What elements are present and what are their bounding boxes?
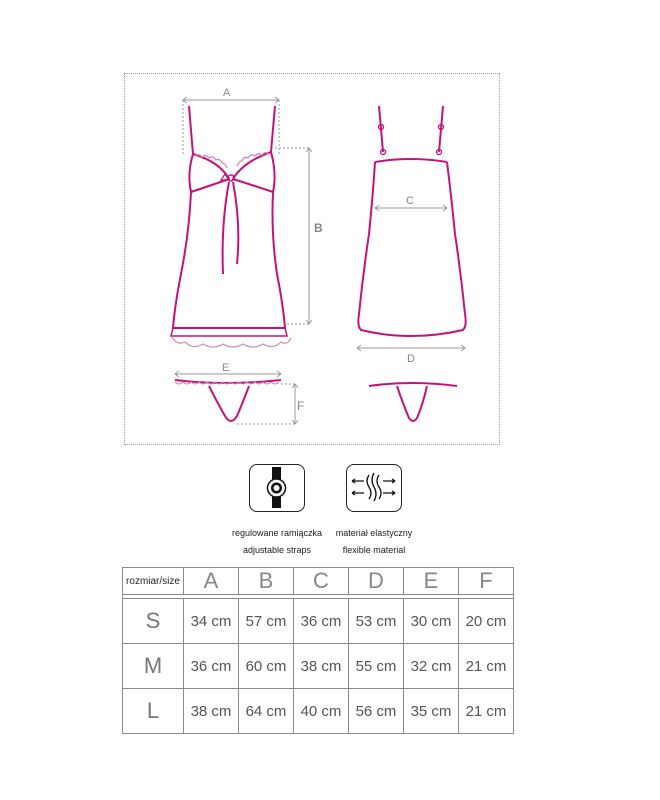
size-label: S	[123, 599, 184, 644]
table-cell: 40 cm	[294, 689, 349, 734]
column-header: B	[239, 568, 294, 595]
size-label: M	[123, 644, 184, 689]
label-d: D	[407, 353, 415, 365]
label-f: F	[297, 399, 305, 413]
table-cell: 53 cm	[349, 599, 404, 644]
table-cell: 55 cm	[349, 644, 404, 689]
table-cell: 32 cm	[404, 644, 459, 689]
label-c: C	[406, 195, 414, 207]
column-header: A	[184, 568, 239, 595]
column-header: E	[404, 568, 459, 595]
table-row	[123, 644, 514, 689]
feature-label-pl-elastic: materiał elastyczny	[335, 528, 413, 538]
elastic-material-icon	[346, 464, 402, 512]
table-cell: 38 cm	[294, 644, 349, 689]
back-thong-drawing	[369, 383, 457, 421]
size-label: L	[123, 689, 184, 734]
column-header: D	[349, 568, 404, 595]
measurement-diagram	[124, 73, 500, 445]
table-header-row	[123, 568, 514, 595]
label-b: B	[314, 221, 323, 235]
table-cell: 57 cm	[239, 599, 294, 644]
table-cell: 36 cm	[184, 644, 239, 689]
table-cell: 34 cm	[184, 599, 239, 644]
front-thong-drawing	[175, 380, 281, 421]
feature-label-pl-straps: regulowane ramiączka	[231, 528, 323, 538]
feature-label-en-elastic: flexible material	[342, 545, 406, 555]
table-cell: 30 cm	[404, 599, 459, 644]
table-cell: 56 cm	[349, 689, 404, 734]
table-cell: 21 cm	[459, 644, 514, 689]
adjustable-strap-icon	[249, 464, 305, 512]
table-cell: 64 cm	[239, 689, 294, 734]
table-row	[123, 599, 514, 644]
table-cell: 20 cm	[459, 599, 514, 644]
table-cell: 36 cm	[294, 599, 349, 644]
table-cell: 60 cm	[239, 644, 294, 689]
size-table	[122, 567, 514, 734]
column-header: C	[294, 568, 349, 595]
back-chemise-drawing	[358, 106, 465, 336]
table-cell: 21 cm	[459, 689, 514, 734]
front-chemise-drawing	[171, 106, 291, 347]
table-cell: 35 cm	[404, 689, 459, 734]
table-cell: 38 cm	[184, 689, 239, 734]
label-a: A	[223, 87, 231, 99]
table-row	[123, 689, 514, 734]
feature-label-en-straps: adjustable straps	[242, 545, 312, 555]
table-corner-label: rozmiar/size	[123, 568, 184, 595]
garment-drawing	[125, 74, 501, 446]
column-header: F	[459, 568, 514, 595]
measurement-lines	[175, 97, 465, 424]
label-e: E	[222, 362, 230, 374]
